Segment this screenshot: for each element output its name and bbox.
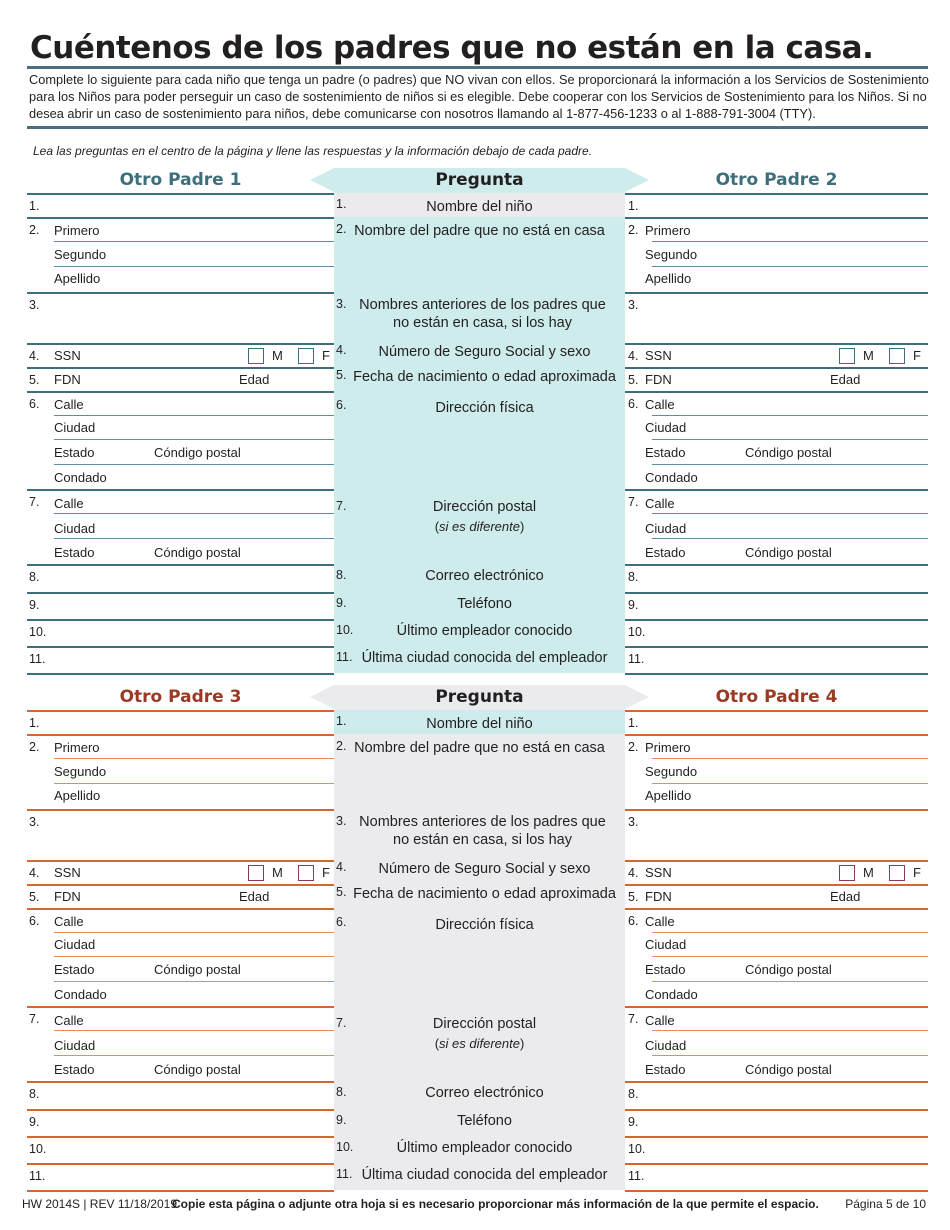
- row-rule: [27, 1081, 334, 1083]
- question-9: Teléfono: [457, 1113, 512, 1129]
- left-row-number: 10.: [29, 625, 47, 639]
- row-rule: [27, 217, 334, 219]
- left-age-label: Edad: [239, 889, 270, 904]
- row-rule: [625, 646, 928, 648]
- row-rule: [27, 343, 334, 345]
- sub-rule: [652, 439, 928, 440]
- row-rule: [27, 710, 334, 712]
- row-rule: [625, 884, 928, 886]
- question-11: Última ciudad conocida del empleador: [361, 650, 608, 666]
- footer-note: Copie esta página o adjunte otra hoja si es necesario proporcionar más información de la que permite el espacio.: [172, 1197, 819, 1211]
- left-street-label: Calle: [54, 914, 84, 929]
- sub-rule: [652, 981, 928, 982]
- right-parent-header: Otro Padre 2: [715, 170, 838, 190]
- question-number: 2.: [336, 739, 347, 753]
- question-number: 1.: [336, 714, 347, 728]
- question-number: 9.: [336, 1113, 347, 1127]
- row-rule: [625, 1136, 928, 1138]
- sub-rule: [54, 513, 334, 514]
- left-row-number: 3.: [29, 298, 40, 312]
- left-sex-m-label: M: [272, 865, 283, 880]
- right-row-number: 4.: [628, 866, 639, 880]
- left-row-number: 2.: [29, 740, 40, 754]
- right-ssn-label: SSN: [645, 865, 672, 880]
- left-county-label: Condado: [54, 470, 107, 485]
- row-rule: [27, 391, 334, 393]
- left-row-number: 9.: [29, 598, 40, 612]
- sub-rule: [652, 956, 928, 957]
- right-sex-m-label: M: [863, 348, 874, 363]
- left-sex-f-checkbox[interactable]: [298, 348, 314, 364]
- row-rule: [27, 619, 334, 621]
- left-row-number: 11.: [29, 1169, 46, 1183]
- right-first-name-label: Primero: [645, 223, 691, 238]
- left-row-number: 8.: [29, 1087, 40, 1101]
- question-number: 1.: [336, 197, 347, 211]
- right-mail-state-label: Estado: [645, 1062, 686, 1077]
- row-rule: [625, 1006, 928, 1008]
- right-row-number: 3.: [628, 298, 639, 312]
- row-rule: [625, 592, 928, 594]
- question-number: 8.: [336, 1085, 347, 1099]
- question-7-subtitle-text: si es diferente: [439, 519, 520, 534]
- question-7-subtitle-text: si es diferente: [439, 1036, 520, 1051]
- question-2: Nombre del padre que no está en casa: [354, 740, 605, 756]
- question-number: 8.: [336, 568, 347, 582]
- sub-rule: [652, 464, 928, 465]
- question-4: Número de Seguro Social y sexo: [378, 344, 591, 360]
- right-dob-label: FDN: [645, 889, 672, 904]
- row-rule: [625, 489, 928, 491]
- right-sex-m-label: M: [863, 865, 874, 880]
- row-rule: [27, 367, 334, 369]
- row-rule: [625, 343, 928, 345]
- question-number: 3.: [336, 814, 347, 828]
- right-street-label: Calle: [645, 914, 675, 929]
- left-state-label: Estado: [54, 962, 95, 977]
- title-divider: [27, 66, 928, 69]
- row-rule: [625, 217, 928, 219]
- right-row-number: 10.: [628, 625, 646, 639]
- right-sex-f-checkbox[interactable]: [889, 348, 905, 364]
- left-row-number: 1.: [29, 199, 40, 213]
- right-middle-name-label: Segundo: [645, 247, 698, 262]
- left-row-number: 7.: [29, 495, 40, 509]
- right-zip-label: Cóndigo postal: [745, 962, 832, 977]
- left-parent-header: Otro Padre 1: [119, 170, 242, 190]
- question-number: 10.: [336, 1140, 354, 1154]
- intro-paragraph: Complete lo siguiente para cada niño que tenga un padre (o padres) que NO vivan con ellos. Se proporcionará la información a los Servicios de Sostenimiento para los Niños para poder perseguir un caso de sostenimiento de niños si es elegible. Debe cooperar con los Servicios de Sostenimiento para los Niños. Si no desea abrir un caso de sostenimiento para niños, debe comunicarse con nosotros llamando al 1-877-456-1233 o al 1-888-791-3004 (TTY).: [29, 72, 929, 121]
- left-city-label: Ciudad: [54, 937, 96, 952]
- row-rule: [27, 1109, 334, 1111]
- sub-rule: [54, 956, 334, 957]
- left-row-number: 5.: [29, 890, 40, 904]
- sub-rule: [54, 464, 334, 465]
- left-row-number: 3.: [29, 815, 40, 829]
- row-rule: [625, 1081, 928, 1083]
- row-rule: [27, 1163, 334, 1165]
- right-row-number: 2.: [628, 223, 639, 237]
- sub-rule: [54, 1055, 334, 1056]
- question-number: 10.: [336, 623, 354, 637]
- right-mail-city-label: Ciudad: [645, 1038, 687, 1053]
- row-rule: [27, 592, 334, 594]
- left-zip-label: Cóndigo postal: [154, 445, 241, 460]
- right-row-number: 1.: [628, 716, 639, 730]
- sub-rule: [54, 415, 334, 416]
- sub-rule: [54, 538, 334, 539]
- right-row-number: 4.: [628, 349, 639, 363]
- row-rule: [27, 193, 334, 195]
- left-mail-state-label: Estado: [54, 1062, 95, 1077]
- right-row-number: 8.: [628, 570, 639, 584]
- row-rule: [27, 646, 334, 648]
- left-mail-city-label: Ciudad: [54, 521, 96, 536]
- left-row-number: 11.: [29, 652, 46, 666]
- right-mail-state-label: Estado: [645, 545, 686, 560]
- question-6: Dirección física: [435, 400, 534, 416]
- left-middle-name-label: Segundo: [54, 247, 107, 262]
- question-3: Nombres anteriores de los padres que no están en casa, si los hay: [359, 814, 606, 848]
- question-7-subtitle: (si es diferente): [434, 1036, 525, 1051]
- sub-rule: [54, 266, 334, 267]
- question-5: Fecha de nacimiento o edad aproximada: [353, 886, 616, 902]
- left-mail-zip-label: Cóndigo postal: [154, 1062, 241, 1077]
- left-sex-f-label: F: [322, 865, 330, 880]
- row-rule: [27, 489, 334, 491]
- left-mail-street-label: Calle: [54, 1013, 84, 1028]
- left-sex-f-checkbox[interactable]: [298, 865, 314, 881]
- question-number: 6.: [336, 398, 347, 412]
- left-ssn-label: SSN: [54, 348, 81, 363]
- row-rule: [27, 1006, 334, 1008]
- sub-rule: [54, 981, 334, 982]
- left-first-name-label: Primero: [54, 223, 100, 238]
- right-zip-label: Cóndigo postal: [745, 445, 832, 460]
- left-row-number: 4.: [29, 349, 40, 363]
- right-ssn-label: SSN: [645, 348, 672, 363]
- right-row-number: 11.: [628, 1169, 645, 1183]
- left-last-name-label: Apellido: [54, 271, 101, 286]
- row-rule: [27, 673, 334, 675]
- right-row-number: 3.: [628, 815, 639, 829]
- question-number: 4.: [336, 343, 347, 357]
- left-county-label: Condado: [54, 987, 107, 1002]
- sub-rule: [54, 241, 334, 242]
- sub-rule: [652, 758, 928, 759]
- left-row-number: 8.: [29, 570, 40, 584]
- left-last-name-label: Apellido: [54, 788, 101, 803]
- right-age-label: Edad: [830, 372, 861, 387]
- row-rule: [625, 1190, 928, 1192]
- left-row-number: 2.: [29, 223, 40, 237]
- left-sex-m-checkbox[interactable]: [248, 348, 264, 364]
- right-row-number: 6.: [628, 914, 639, 928]
- sub-rule: [54, 758, 334, 759]
- sub-rule: [652, 932, 928, 933]
- left-dob-label: FDN: [54, 372, 81, 387]
- right-sex-f-label: F: [913, 348, 921, 363]
- row-rule: [27, 884, 334, 886]
- right-sex-m-checkbox[interactable]: [839, 348, 855, 364]
- left-row-number: 7.: [29, 1012, 40, 1026]
- left-middle-name-label: Segundo: [54, 764, 107, 779]
- question-8: Correo electrónico: [425, 1085, 544, 1101]
- right-mail-city-label: Ciudad: [645, 521, 687, 536]
- left-parent-header: Otro Padre 3: [119, 687, 242, 707]
- left-mail-street-label: Calle: [54, 496, 84, 511]
- sub-rule: [54, 932, 334, 933]
- right-street-label: Calle: [645, 397, 675, 412]
- right-county-label: Condado: [645, 470, 698, 485]
- row-rule: [625, 564, 928, 566]
- row-rule: [625, 860, 928, 862]
- question-9: Teléfono: [457, 596, 512, 612]
- question-number: 4.: [336, 860, 347, 874]
- question-10: Último empleador conocido: [396, 1140, 573, 1156]
- row-rule: [625, 809, 928, 811]
- form-code: HW 2014S | REV 11/18/2019: [22, 1197, 177, 1211]
- question-7: Dirección postal: [432, 1016, 537, 1032]
- page-number: Página 5 de 10: [845, 1197, 926, 1211]
- left-street-label: Calle: [54, 397, 84, 412]
- row-rule: [27, 1136, 334, 1138]
- right-dob-label: FDN: [645, 372, 672, 387]
- question-number: 9.: [336, 596, 347, 610]
- row-rule: [27, 564, 334, 566]
- right-mail-street-label: Calle: [645, 1013, 675, 1028]
- row-rule: [27, 292, 334, 294]
- right-row-number: 7.: [628, 495, 639, 509]
- question-5: Fecha de nacimiento o edad aproximada: [353, 369, 616, 385]
- row-rule: [625, 673, 928, 675]
- question-1: Nombre del niño: [426, 716, 533, 732]
- left-row-number: 9.: [29, 1115, 40, 1129]
- right-row-number: 11.: [628, 652, 645, 666]
- left-city-label: Ciudad: [54, 420, 96, 435]
- row-rule: [625, 292, 928, 294]
- question-number: 5.: [336, 368, 347, 382]
- left-mail-city-label: Ciudad: [54, 1038, 96, 1053]
- question-header: Pregunta: [435, 170, 524, 190]
- left-age-label: Edad: [239, 372, 270, 387]
- right-sex-f-checkbox[interactable]: [889, 865, 905, 881]
- right-first-name-label: Primero: [645, 740, 691, 755]
- question-8: Correo electrónico: [425, 568, 544, 584]
- question-6: Dirección física: [435, 917, 534, 933]
- row-rule: [27, 908, 334, 910]
- right-row-number: 5.: [628, 373, 639, 387]
- question-number: 3.: [336, 297, 347, 311]
- right-row-number: 2.: [628, 740, 639, 754]
- sub-rule: [652, 415, 928, 416]
- left-row-number: 10.: [29, 1142, 47, 1156]
- question-number: 5.: [336, 885, 347, 899]
- sub-rule: [652, 513, 928, 514]
- left-sex-m-checkbox[interactable]: [248, 865, 264, 881]
- question-1: Nombre del niño: [426, 199, 533, 215]
- left-mail-zip-label: Cóndigo postal: [154, 545, 241, 560]
- left-first-name-label: Primero: [54, 740, 100, 755]
- question-10: Último empleador conocido: [396, 623, 573, 639]
- row-rule: [625, 908, 928, 910]
- left-sex-m-label: M: [272, 348, 283, 363]
- left-sex-f-label: F: [322, 348, 330, 363]
- row-rule: [625, 1163, 928, 1165]
- row-rule: [27, 734, 334, 736]
- right-row-number: 1.: [628, 199, 639, 213]
- question-number: 7.: [336, 499, 347, 513]
- sub-rule: [652, 241, 928, 242]
- right-parent-header: Otro Padre 4: [715, 687, 838, 707]
- question-header: Pregunta: [435, 687, 524, 707]
- right-mail-street-label: Calle: [645, 496, 675, 511]
- right-last-name-label: Apellido: [645, 271, 692, 286]
- left-row-number: 6.: [29, 914, 40, 928]
- question-11: Última ciudad conocida del empleador: [361, 1167, 608, 1183]
- sub-rule: [54, 1030, 334, 1031]
- sub-rule: [652, 783, 928, 784]
- row-rule: [625, 193, 928, 195]
- question-2: Nombre del padre que no está en casa: [354, 223, 605, 239]
- left-row-number: 5.: [29, 373, 40, 387]
- left-zip-label: Cóndigo postal: [154, 962, 241, 977]
- row-rule: [625, 710, 928, 712]
- question-7: Dirección postal: [432, 499, 537, 515]
- right-row-number: 5.: [628, 890, 639, 904]
- row-rule: [625, 734, 928, 736]
- right-middle-name-label: Segundo: [645, 764, 698, 779]
- right-sex-m-checkbox[interactable]: [839, 865, 855, 881]
- sub-rule: [54, 783, 334, 784]
- right-row-number: 9.: [628, 598, 639, 612]
- right-city-label: Ciudad: [645, 937, 687, 952]
- right-age-label: Edad: [830, 889, 861, 904]
- row-rule: [27, 1190, 334, 1192]
- right-mail-zip-label: Cóndigo postal: [745, 1062, 832, 1077]
- question-3: Nombres anteriores de los padres que no están en casa, si los hay: [359, 297, 606, 331]
- row-rule: [625, 1109, 928, 1111]
- left-row-number: 6.: [29, 397, 40, 411]
- right-last-name-label: Apellido: [645, 788, 692, 803]
- right-row-number: 6.: [628, 397, 639, 411]
- left-row-number: 4.: [29, 866, 40, 880]
- left-mail-state-label: Estado: [54, 545, 95, 560]
- row-rule: [625, 367, 928, 369]
- row-rule: [27, 860, 334, 862]
- question-number: 11.: [336, 1167, 353, 1181]
- row-rule: [27, 809, 334, 811]
- right-row-number: 8.: [628, 1087, 639, 1101]
- sub-rule: [54, 439, 334, 440]
- left-state-label: Estado: [54, 445, 95, 460]
- right-state-label: Estado: [645, 445, 686, 460]
- right-city-label: Ciudad: [645, 420, 687, 435]
- question-number: 7.: [336, 1016, 347, 1030]
- sub-rule: [652, 1030, 928, 1031]
- sub-rule: [652, 538, 928, 539]
- left-dob-label: FDN: [54, 889, 81, 904]
- question-number: 2.: [336, 222, 347, 236]
- left-row-number: 1.: [29, 716, 40, 730]
- sub-rule: [652, 1055, 928, 1056]
- instructions-text: Lea las preguntas en el centro de la página y llene las respuestas y la información debajo de cada padre.: [33, 144, 593, 158]
- question-7-subtitle: (si es diferente): [434, 519, 525, 534]
- sub-rule: [652, 266, 928, 267]
- right-row-number: 7.: [628, 1012, 639, 1026]
- question-4: Número de Seguro Social y sexo: [378, 861, 591, 877]
- right-row-number: 10.: [628, 1142, 646, 1156]
- right-sex-f-label: F: [913, 865, 921, 880]
- intro-divider: [27, 126, 928, 129]
- row-rule: [625, 619, 928, 621]
- right-row-number: 9.: [628, 1115, 639, 1129]
- question-number: 11.: [336, 650, 353, 664]
- row-rule: [625, 391, 928, 393]
- page-title: Cuéntenos de los padres que no están en la casa.: [30, 30, 874, 66]
- right-county-label: Condado: [645, 987, 698, 1002]
- right-mail-zip-label: Cóndigo postal: [745, 545, 832, 560]
- right-state-label: Estado: [645, 962, 686, 977]
- question-number: 6.: [336, 915, 347, 929]
- left-ssn-label: SSN: [54, 865, 81, 880]
